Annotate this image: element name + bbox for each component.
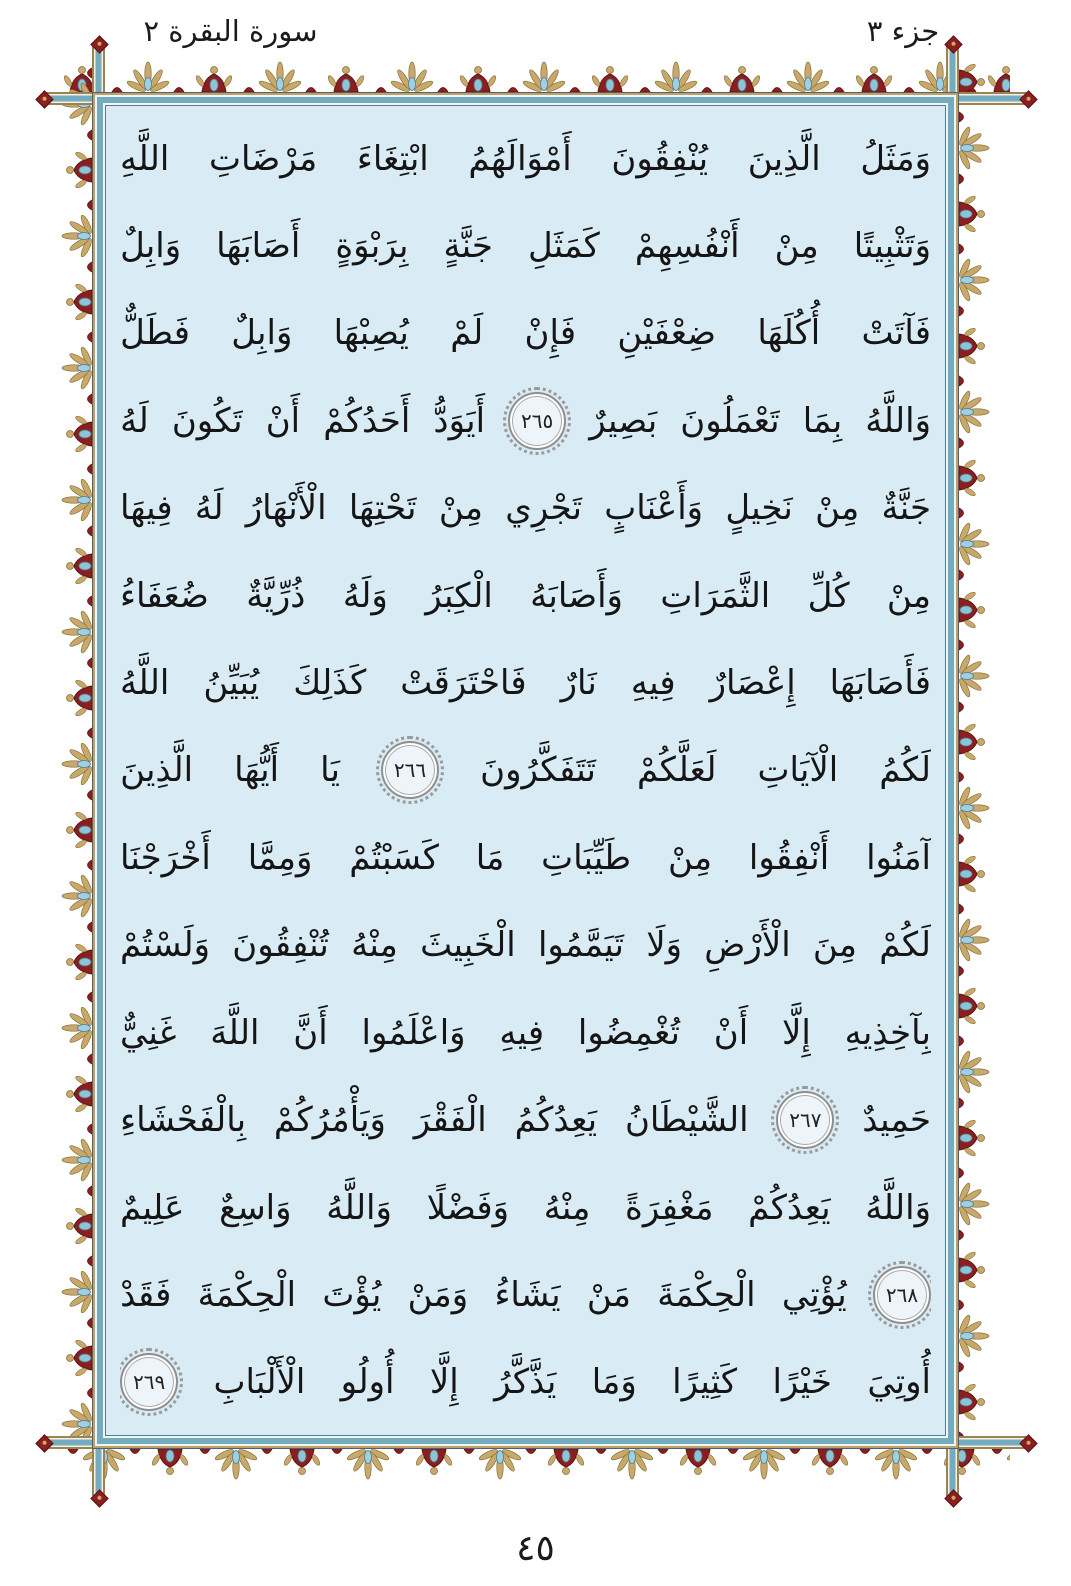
word: يَعِدُكُمْ [748, 1187, 831, 1228]
word: الْكِبَرُ [425, 575, 493, 616]
word: لَكُمْ [879, 925, 931, 966]
word: فِيهِ [499, 1012, 545, 1053]
word: أَنَّ [293, 1012, 328, 1053]
juz-label: جزء ٣ [866, 14, 940, 48]
word: فَقَدْ [120, 1274, 172, 1315]
word: طَيِّبَاتِ [541, 837, 632, 878]
border-ornament-right [959, 60, 1003, 1449]
word: الْخَبِيثَ [420, 925, 516, 966]
quran-line [120, 466, 931, 551]
word: مِنْ [667, 837, 713, 878]
word: أَيُّهَا [234, 750, 280, 791]
quran-line [120, 291, 931, 376]
word: أَيَوَدُّ [433, 400, 486, 441]
quran-line [120, 1165, 931, 1250]
word: إِلَّا [781, 1012, 811, 1053]
word: أَمْوَالَهُمُ [468, 138, 572, 179]
word: وَاللَّهُ [326, 1187, 392, 1228]
word: تَتَفَكَّرُونَ [480, 750, 596, 791]
word: لَمْ [450, 313, 484, 354]
quran-line [120, 116, 931, 201]
ayah-end-marker: ٢٦٩ [120, 1353, 178, 1411]
word: فَطَلٌّ [120, 313, 190, 354]
word: الثَّمَرَاتِ [660, 575, 771, 616]
word: وَأَصَابَهُ [530, 575, 623, 616]
word: كَمَثَلِ [527, 225, 600, 266]
word: أَحَدُكُمْ [323, 400, 411, 441]
word: الشَّيْطَانُ [624, 1100, 749, 1141]
word: كَذَلِكَ [293, 663, 367, 704]
word: فَإِنْ [524, 313, 577, 354]
word: كَثِيرًا [672, 1362, 738, 1403]
word: يُبَيِّنُ [203, 663, 260, 704]
word: أَنْفُسِهِمْ [634, 225, 740, 266]
border-ornament-bottom [60, 1449, 1010, 1493]
word: مِنَ [812, 925, 857, 966]
word: بِرَبْوَةٍ [335, 225, 409, 266]
corner-bar-bottom-left-horizontal [45, 1436, 150, 1449]
word: تُغْمِضُوا [577, 1012, 680, 1053]
word: اللَّهَ [210, 1012, 260, 1053]
word: بِآخِذِيهِ [844, 1012, 931, 1053]
word: تَكُونَ [171, 400, 243, 441]
word: فَأَصَابَهَا [829, 663, 931, 704]
word: الْأَنْهَارُ [245, 488, 327, 529]
word: مِنْ [774, 225, 819, 266]
word: بَصِيرٌ [589, 400, 658, 441]
word: أَنْفِقُوا [748, 837, 830, 878]
word: وَلَهُ [342, 575, 388, 616]
word: يُؤْتِي [781, 1274, 847, 1315]
word: يُصِبْهَا [333, 313, 409, 354]
word: جَنَّةٌ [881, 488, 931, 529]
word: الْأَلْبَابِ [213, 1362, 306, 1403]
word: نَارٌ [560, 663, 597, 704]
border-ornament-left [48, 60, 92, 1449]
word: وَفَضْلًا [426, 1187, 510, 1228]
word: خَيْرًا [772, 1362, 832, 1403]
quran-line [120, 203, 931, 288]
word: وَتَثْبِيتًا [853, 225, 931, 266]
word: وَمَنْ [407, 1274, 469, 1315]
quran-text-panel [105, 105, 946, 1436]
word: وَمَا [591, 1362, 637, 1403]
word: إِلَّا [429, 1362, 459, 1403]
corner-bar-top-left-horizontal [45, 92, 150, 105]
word: فَآتَتْ [861, 313, 931, 354]
word: يُؤْتَ [322, 1274, 382, 1315]
word: وَمَثَلُ [860, 138, 931, 179]
word: مِنْهُ [543, 1187, 591, 1228]
corner-bar-top-right-horizontal [921, 92, 1026, 105]
word: وَلَا [646, 925, 683, 966]
word: الَّذِينَ [747, 138, 821, 179]
quran-line [120, 728, 931, 813]
ayah-end-marker: ٢٦٥ [508, 392, 566, 450]
word: مِنْ [886, 575, 931, 616]
quran-line [120, 553, 931, 638]
word: أُكُلَهَا [757, 313, 821, 354]
word: الْأَرْضِ [704, 925, 791, 966]
word: الْفَقْرَ [413, 1100, 487, 1141]
word: مِنْهُ [351, 925, 398, 966]
word: أَخْرَجْنَا [120, 837, 211, 878]
word: وَأَعْنَابٍ [604, 488, 704, 529]
word: الْحِكْمَةَ [197, 1274, 297, 1315]
word: وَابِلٌ [231, 313, 293, 354]
word: إِعْصَارٌ [709, 663, 796, 704]
word: وَاللَّهُ [865, 1187, 931, 1228]
word: وَاسِعٌ [219, 1187, 292, 1228]
ayah-end-marker: ٢٦٦ [381, 741, 439, 799]
word: تَجْرِي [505, 488, 582, 529]
word: عَلِيمٌ [120, 1187, 185, 1228]
word: كَسَبْتُمْ [349, 837, 439, 878]
word: تَيَمَّمُوا [537, 925, 625, 966]
surah-title-label: سورة البقرة ٢ [143, 14, 318, 48]
quran-line [120, 1252, 931, 1337]
word: الْآيَاتِ [757, 750, 839, 791]
word: يَشَاءُ [494, 1274, 561, 1315]
quran-line [120, 903, 931, 988]
word: حَمِيدٌ [862, 1100, 931, 1141]
word: كُلِّ [807, 575, 850, 616]
word: يُنْفِقُونَ [611, 138, 709, 179]
word: نَخِيلٍ [725, 488, 793, 529]
word: ابْتِغَاءَ [356, 138, 429, 179]
word: مِنْ [438, 488, 483, 529]
word: وَاعْلَمُوا [361, 1012, 466, 1053]
word: اللَّهُ [120, 663, 170, 704]
word: لَهُ [194, 488, 224, 529]
word: تَعْمَلُونَ [680, 400, 780, 441]
page-number: ٤٥ [516, 1528, 555, 1569]
word: يَا [320, 750, 340, 791]
word: لَعَلَّكُمْ [637, 750, 717, 791]
word: وَاللَّهُ [865, 400, 931, 441]
border-ornament-top [60, 48, 1010, 92]
quran-line [120, 641, 931, 726]
word: مَرْضَاتِ [208, 138, 318, 179]
ayah-end-marker: ٢٦٧ [776, 1091, 834, 1149]
word: اللَّهِ [120, 138, 170, 179]
word: الْحِكْمَةَ [657, 1274, 756, 1315]
word: وَمِمَّا [247, 837, 313, 878]
word: فِيهِ [630, 663, 676, 704]
word: مَنْ [586, 1274, 631, 1315]
word: بِمَا [802, 400, 843, 441]
word: لَكُمُ [879, 750, 931, 791]
word: ذُرِّيَّةٌ [246, 575, 306, 616]
word: تَحْتِهَا [348, 488, 417, 529]
word: مَغْفِرَةً [625, 1187, 714, 1228]
word: الَّذِينَ [120, 750, 194, 791]
word: غَنِيٌّ [120, 1012, 177, 1053]
word: أَصَابَهَا [216, 225, 301, 266]
word: أَنْ [713, 1012, 749, 1053]
word: أُولُو [340, 1362, 395, 1403]
quran-line [120, 815, 931, 900]
word: وَلَسْتُمْ [120, 925, 210, 966]
word: بِالْفَحْشَاءِ [120, 1100, 247, 1141]
word: يَعِدُكُمُ [514, 1100, 598, 1141]
word: آمَنُوا [866, 837, 931, 878]
word: لَهُ [120, 400, 149, 441]
quran-line [120, 990, 931, 1075]
word: ضُعَفَاءُ [120, 575, 209, 616]
word: وَابِلٌ [120, 225, 182, 266]
word: تُنْفِقُونَ [232, 925, 329, 966]
word: فِيهَا [120, 488, 173, 529]
corner-bar-bottom-right-horizontal [921, 1436, 1026, 1449]
quran-line [120, 378, 931, 463]
word: وَيَأْمُرُكُمْ [273, 1100, 386, 1141]
word: أَنْ [265, 400, 301, 441]
quran-line [120, 1340, 931, 1425]
word: مَا [475, 837, 505, 878]
word: مِنْ [815, 488, 860, 529]
word: أُوتِيَ [867, 1362, 931, 1403]
word: جَنَّةٍ [443, 225, 493, 266]
ayah-end-marker: ٢٦٨ [873, 1266, 931, 1324]
word: ضِعْفَيْنِ [617, 313, 717, 354]
word: يَذَّكَّرُ [494, 1362, 557, 1403]
quran-line [120, 1078, 931, 1163]
word: فَاحْتَرَقَتْ [400, 663, 527, 704]
